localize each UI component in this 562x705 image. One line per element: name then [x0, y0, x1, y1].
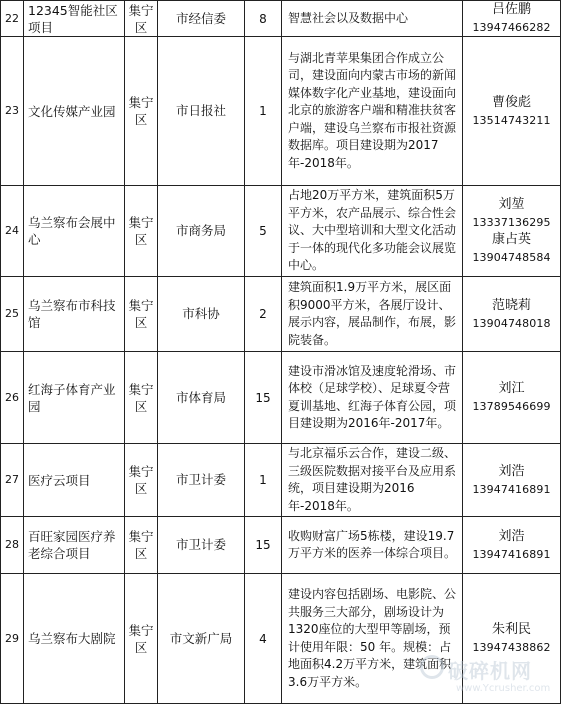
row-number: 27 — [1, 444, 24, 517]
table-row — [1, 1, 561, 37]
row-number: 28 — [1, 517, 24, 574]
contact-phone: 13904748584 — [472, 251, 551, 264]
contact-phone: 13947416891 — [472, 547, 551, 561]
district: 集宁区 — [125, 352, 158, 444]
district: 集宁区 — [125, 574, 158, 704]
project-description: 与湖北青苹果集团合作成立公司，建设面向内蒙古市场的新闻媒体数字化产业基地，建设面向北京的旅游客户端和精准扶贫客户端，建设乌兰察布市报社资源数据库。项目建设期为2017年-2018年。 — [282, 37, 463, 186]
investment-amount: 5 — [245, 186, 282, 277]
project-description: 收购财富广场5栋楼，建设19.7万平方米的医养一体综合项目。 — [282, 517, 463, 574]
district: 集宁区 — [125, 37, 158, 186]
district: 集宁区 — [125, 1, 158, 37]
investment-amount: 4 — [245, 574, 282, 704]
contact-phone: 13947466282 — [472, 21, 551, 34]
project-name: 医疗云项目 — [24, 444, 125, 517]
project-description: 与北京福乐云合作，建设二级、三级医院数据对接平台及应用系统，项目建设期为2016年-2018年。 — [282, 444, 463, 517]
table-row — [1, 574, 561, 704]
project-description: 建设内容包括剧场、电影院、公共服务三大部分，剧场设计为1320座位的大型甲等剧场，预计使用年限：50 年。规模：占地面积4.2万平方米，建筑面积3.6万平方米。 — [282, 574, 463, 704]
district: 集宁区 — [125, 186, 158, 277]
contact-cell — [463, 517, 561, 574]
table-row — [1, 517, 561, 574]
contact-phone: 13337136295 — [472, 216, 551, 229]
project-name: 文化传媒产业园 — [24, 37, 125, 186]
table-row — [1, 37, 561, 186]
contact-person: 刘江 — [498, 381, 525, 396]
contact-cell — [463, 352, 561, 444]
project-name: 百旺家园医疗养老综合项目 — [24, 517, 125, 574]
investment-amount: 1 — [245, 37, 282, 186]
investment-amount: 15 — [245, 517, 282, 574]
responsible-unit: 市科协 — [158, 277, 245, 352]
contact-cell — [463, 37, 561, 186]
contact-phone: 13514743211 — [472, 113, 551, 127]
contact-person: 曹俊彪 — [491, 94, 531, 110]
project-name: 乌兰察布市科技馆 — [24, 277, 125, 352]
project-description: 建设市滑冰馆及速度轮滑场、市体校（足球学校）、足球夏令营夏训基地、红海子体育公园，项目建设期为2016年-2017年。 — [282, 352, 463, 444]
contact-person: 刘浩 — [498, 528, 525, 544]
watermark-url: www.Ycrusher.com — [456, 683, 551, 694]
watermark-text: 破碎机网 — [448, 659, 532, 683]
project-name: 12345智能社区项目 — [24, 1, 125, 37]
responsible-unit: 市卫计委 — [158, 517, 245, 574]
investment-amount: 1 — [245, 444, 282, 517]
project-description: 智慧社会以及数据中心 — [282, 1, 463, 37]
contact-cell — [463, 444, 561, 517]
contact-phone: 13789546699 — [472, 400, 551, 413]
contact-person: 朱利民 — [491, 622, 531, 637]
responsible-unit: 市卫计委 — [158, 444, 245, 517]
project-description: 占地20万平方米，建筑面积5万平方米，农产品展示、综合性会议、大中型培训和大型文化活动于一体的现代化多功能会议展览中心。 — [282, 186, 463, 277]
row-number: 22 — [1, 1, 24, 37]
row-number: 25 — [1, 277, 24, 352]
contact-person: 刘堃 — [498, 197, 525, 212]
investment-amount: 8 — [245, 1, 282, 37]
contact-cell — [463, 1, 561, 37]
contact-phone: 13947438862 — [472, 641, 551, 654]
investment-amount: 15 — [245, 352, 282, 444]
contact-person: 康占英 — [491, 232, 531, 247]
investment-amount: 2 — [245, 277, 282, 352]
project-name: 乌兰察布大剧院 — [24, 574, 125, 704]
table-row — [1, 352, 561, 444]
row-number: 29 — [1, 574, 24, 704]
responsible-unit: 市经信委 — [158, 1, 245, 37]
project-description: 建筑面积1.9万平方米，展区面积9000平方米，各展厅设计、展示内容，展品制作，布展，影院装备。 — [282, 277, 463, 352]
row-number: 23 — [1, 37, 24, 186]
contact-person: 范晓莉 — [491, 297, 531, 313]
contact-cell — [463, 186, 561, 277]
row-number: 24 — [1, 186, 24, 277]
responsible-unit: 市商务局 — [158, 186, 245, 277]
table-row — [1, 186, 561, 277]
row-number: 26 — [1, 352, 24, 444]
responsible-unit: 市文新广局 — [158, 574, 245, 704]
contact-cell — [463, 277, 561, 352]
project-name: 乌兰察布会展中心 — [24, 186, 125, 277]
responsible-unit: 市日报社 — [158, 37, 245, 186]
responsible-unit: 市体育局 — [158, 352, 245, 444]
district: 集宁区 — [125, 517, 158, 574]
contact-phone: 13947416891 — [472, 482, 551, 496]
table-row — [1, 277, 561, 352]
contact-person: 刘浩 — [498, 463, 525, 479]
contact-cell — [463, 574, 561, 704]
table-row — [1, 444, 561, 517]
contact-person: 吕佐鹏 — [491, 2, 531, 17]
district: 集宁区 — [125, 444, 158, 517]
district: 集宁区 — [125, 277, 158, 352]
contact-phone: 13904748018 — [472, 316, 551, 330]
project-name: 红海子体育产业园 — [24, 352, 125, 444]
